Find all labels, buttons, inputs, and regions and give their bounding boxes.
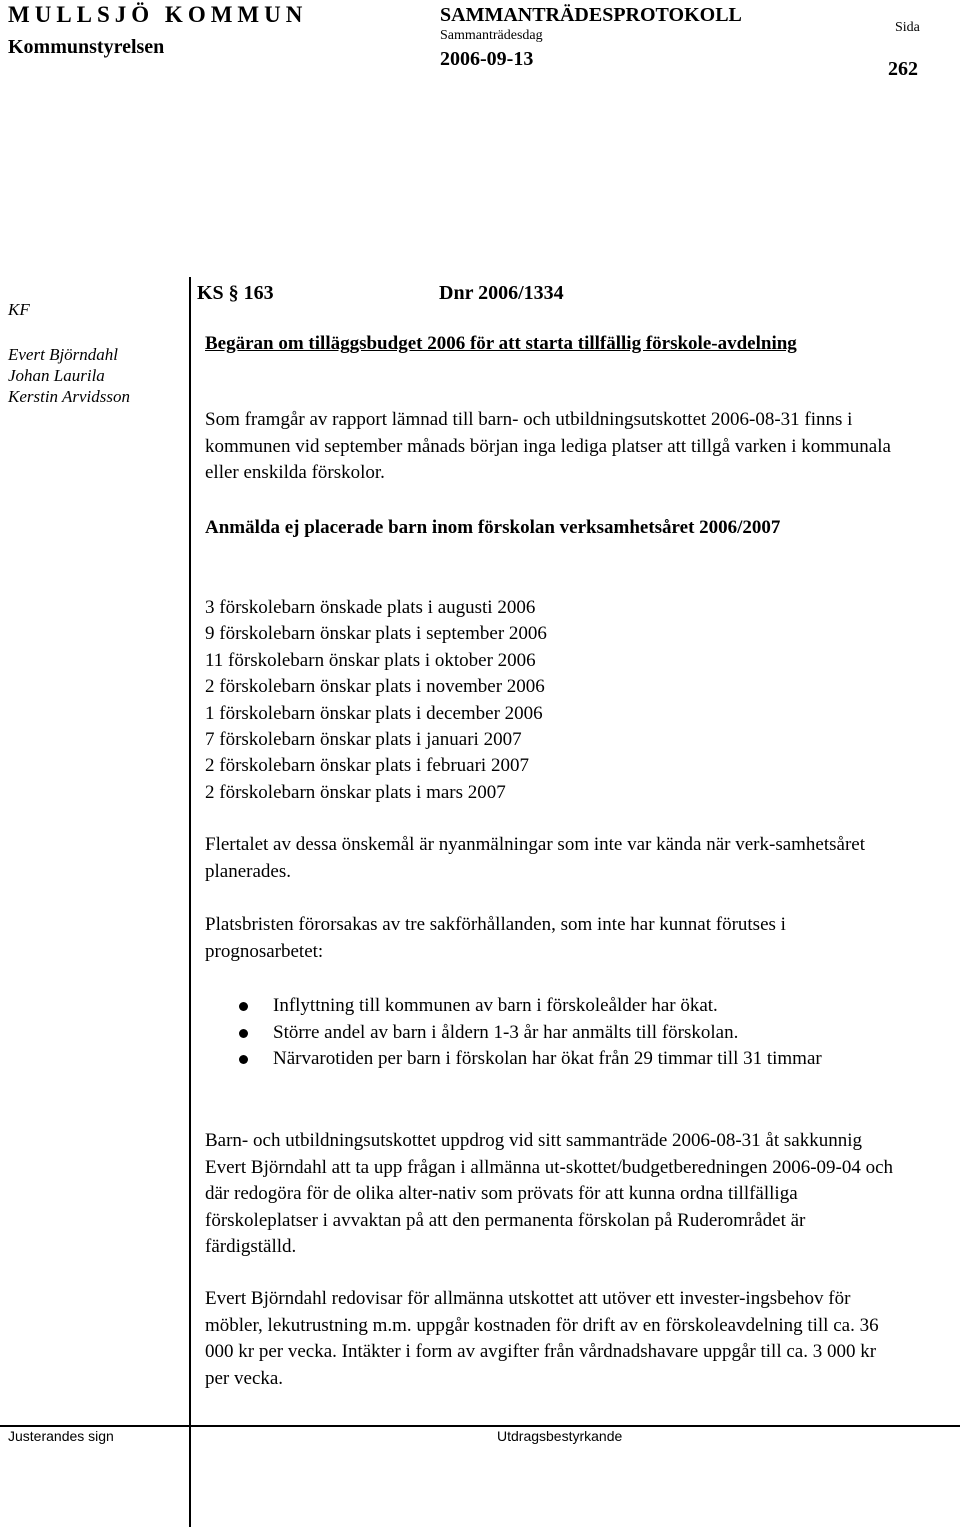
meeting-date: 2006-09-13 [440,48,534,70]
intro-paragraph: Som framgår av rapport lämnad till barn- och utbildningsutskottet 2006-08-31 finns i kommunen vid september månads början inga lediga platser att tillgå varken i kommunala eller enskilda förskolor. [205,409,891,483]
cause-text: Närvarotiden per barn i förskolan har ökat från 29 timmar till 31 timmar [273,1048,822,1069]
note-paragraph: Flertalet av dessa önskemål är nyanmälningar som inte var kända när verk-samhetsåret planerades. [205,834,866,882]
page-number: 262 [888,58,918,80]
margin-names [8,344,130,407]
footer-divider [0,1425,960,1427]
cause-text: Större andel av barn i åldern 1-3 år har anmälts till förskolan. [273,1021,739,1043]
paragraph-header [197,282,564,305]
list-item [205,1020,905,1047]
assignment-paragraph: Barn- och utbildningsutskottet uppdrog vid sitt sammanträde 2006-08-31 åt sakkunnig Evert Björndahl att ta upp frågan i allmänna ut-skottet/budgetberedningen 2006-09-04 och där redogöra för de olika alter-nativ som prövats för att kunna ordna tillfälliga förskoleplatser i avvaktan på att den permanenta förskolan på Ruderområdet är färdigställd. [205,1130,894,1257]
section-heading: Begäran om tilläggsbudget 2006 för att starta tillfällig förskole-avdelning [205,333,797,354]
paragraph-number: KS § 163 [197,282,274,304]
margin-name: Johan Laurila [8,366,105,385]
subheading: Anmälda ej placerade barn inom förskolan verksamhetsåret 2006/2007 [205,517,781,538]
margin-committee: KF [8,300,30,319]
request-line: 2 förskolebarn önskar plats i mars 2007 [205,781,506,803]
request-line: 3 förskolebarn önskade plats i augusti 2006 [205,597,536,618]
report-paragraph: Evert Björndahl redovisar för allmänna utskottet att utöver ett invester-ingsbehov för möbler, lekutrustning m.m. uppgår kostnaden för drift av en förskoleavdelning till ca. 36 000 kr per vecka. Intäkter i form av avgifter från vårdnadshavare uppgår till ca. 3 000 kr per vecka. [205,1288,879,1389]
cause-list [205,993,905,1073]
request-line: 1 förskolebarn önskar plats i december 2006 [205,702,543,724]
bullet-icon [239,1055,248,1064]
document-type: SAMMANTRÄDESPROTOKOLL [440,4,742,26]
bullet-icon [239,1029,248,1038]
request-line: 11 förskolebarn önskar plats i oktober 2006 [205,649,536,671]
request-list [205,595,547,806]
request-line: 9 förskolebarn önskar plats i september 2006 [205,623,547,645]
list-item [205,993,905,1020]
shortage-intro: Platsbristen förorsakas av tre sakförhållanden, som inte har kunnat förutses i prognosarbetet: [205,914,786,962]
margin-name: Evert Björndahl [8,345,119,364]
bullet-icon [239,1002,248,1011]
diary-number: Dnr 2006/1334 [439,282,564,304]
page-label: Sida [895,20,920,35]
footer-justification-label: Justerandes sign [8,1428,114,1444]
board-name: Kommunstyrelsen [8,36,165,58]
request-line: 7 förskolebarn önskar plats i januari 2007 [205,729,522,751]
margin-divider [189,277,191,1527]
list-item [205,1046,873,1073]
request-line: 2 förskolebarn önskar plats i februari 2007 [205,755,529,777]
cause-text: Inflyttning till kommunen av barn i förskoleålder har ökat. [273,995,718,1016]
margin-name: Kerstin Arvidsson [8,387,131,406]
footer-certification-label: Utdragsbestyrkande [497,1428,623,1444]
municipality-name: MULLSJÖ KOMMUN [8,2,308,27]
meeting-date-label: Sammanträdesdag [440,28,543,43]
request-line: 2 förskolebarn önskar plats i november 2006 [205,676,545,698]
